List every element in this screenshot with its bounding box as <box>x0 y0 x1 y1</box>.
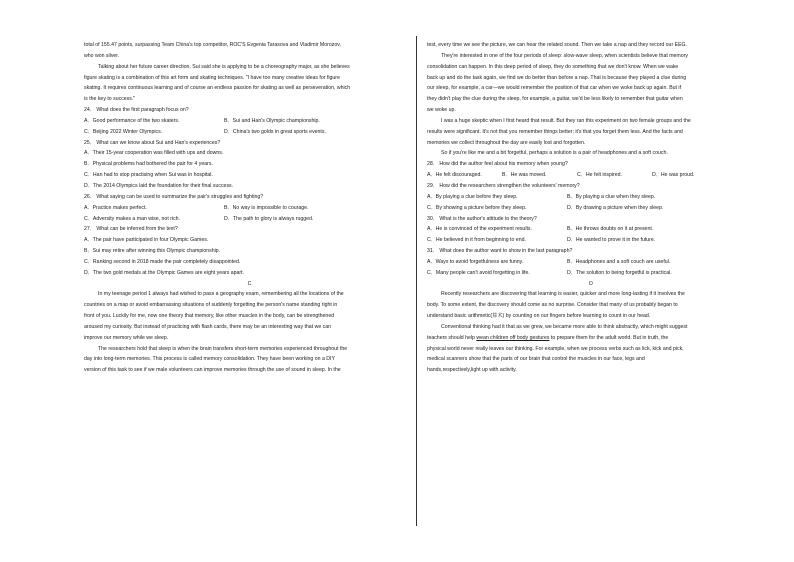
option-d: D．The solution to being forgetful is practical. <box>567 269 672 276</box>
option-c: C．Beijing 2022 Winter Olympics. <box>84 128 163 135</box>
paragraph-line: In my teenage period 1 always had wished to pass a geography exam, remembering all the locations of the <box>98 291 344 298</box>
intro-line: who won silver. <box>84 52 120 59</box>
right-column <box>427 40 755 376</box>
options-row <box>427 192 755 203</box>
option-b: B．No way is impossible to courage. <box>224 204 309 211</box>
option-c: C．He felt inspired. <box>577 172 622 179</box>
options-row <box>84 203 415 214</box>
option-d: D．The two gold medals at the Olympic Games are eight years apart. <box>84 269 245 276</box>
options-row <box>427 203 755 214</box>
question-24: 24． What does the first paragraph focus on? <box>84 107 189 114</box>
paragraph-line: physical world never really leaves our thinking. For example, when we process verbs such as lick, kick and pick, <box>427 345 684 352</box>
paragraph-line: body. To some extent, the discovery should come as no surprise. Consider that many of us probably began to <box>427 302 678 309</box>
option-d: D．By drawing a picture when they sleep. <box>567 204 664 211</box>
option-a: A．By playing a clue before they sleep. <box>427 193 518 200</box>
paragraph-line: Conventional thinking had it that as we grew, we became more able to think abstractly, which might suggest <box>441 323 688 330</box>
text-run: to prepare them for the adult world. But in truth, the <box>549 334 669 341</box>
options-row <box>84 127 415 138</box>
option-a: A．He felt discouraged. <box>427 172 482 179</box>
option-d: D．China's two golds in great sports events. <box>224 128 326 135</box>
paragraph-line: improve our memory while we sleep. <box>84 334 169 341</box>
paragraph-line: is the key to success." <box>84 96 136 103</box>
column-divider <box>416 36 417 526</box>
options-row <box>84 214 415 225</box>
text-run: teachers should help <box>427 334 477 341</box>
paragraph-line: Talking about her future career direction, Sui said she is applying to be a choreography major, as she believes <box>98 63 350 70</box>
paragraph-line: hands,respectively,light up with activity. <box>427 367 517 374</box>
question-29: 29． How did the researchers strengthen the volunteers' memory? <box>427 182 580 189</box>
paragraph-line: figure skating is a combination of this art form and skating techniques. "I have too many creative ideas for figure <box>84 74 340 81</box>
underlined-phrase: wean children off body gestures <box>476 334 550 341</box>
question-30: 30． What is the author's attitude to the theory? <box>427 215 537 222</box>
paragraph-line: skating. It requires continuous learning and of course an endless passion for skating as well as perseveration, which <box>84 85 351 92</box>
option-c: C．By showing a picture before they sleep. <box>427 204 527 211</box>
question-28: 28． How did the author feel about his memory when young? <box>427 161 568 168</box>
paragraph-line: Recently researchers are discovering that learning is easier, quicker and more long-lasting if it involves the <box>441 291 685 298</box>
paragraph-line: test, every time we see the picture, we can hear the related sound. Then we take a nap and they record our EEG. <box>427 42 688 48</box>
left-column <box>84 40 415 376</box>
paragraph-line: They're interested in one of the four periods of sleep: slow-wave sleep, when scientists believe that memory <box>441 52 688 59</box>
option-a: A．Good performance of the two skaters. <box>84 117 180 124</box>
paragraph-line: The researchers hold that sleep is when the brain transfers short-term memories experienced throughout the <box>98 345 348 352</box>
options-row <box>427 224 755 235</box>
option-b: B．He was moved. <box>502 172 547 179</box>
question-27: 27． What can be inferred from the text? <box>84 226 178 233</box>
paragraph-line: back up and do the task again, we find we do better than before a nap. That is because they played a clue during <box>427 74 687 81</box>
option-b: B．Sui and Han's Olympic championship. <box>224 117 320 124</box>
option-a: A．Practice makes perfect. <box>84 204 147 211</box>
paragraph-line: I was a huge skeptic when I first heard that result. But they ran this experiment on two female groups and the <box>441 117 691 124</box>
paragraph-line: So if you're like me and a bit forgetful, perhaps a solution is a pair of headphones and a soft couch. <box>441 150 668 157</box>
option-c: C．Han had to stop practising when Sui was in hospital. <box>84 172 213 179</box>
intro-line: total of 155.47 points, surpassing Team China's top competitor, ROC'S Evgenia Tarasova and Vladimir Morozov, <box>84 42 341 48</box>
paragraph-line: medical scanners show that the parts of our brain that control the muscles in our face, legs and <box>427 356 645 363</box>
option-c: C．Many people can't avoid forgetting in life. <box>427 269 530 276</box>
option-d: D．The 2014 Olympics laid the foundation for their final success. <box>84 182 234 189</box>
option-a: A．Ways to avoid forgetfulness are funny. <box>427 258 524 265</box>
options-row <box>427 170 755 181</box>
question-25: 25． What can we know about Sui and Han's experiences? <box>84 139 221 146</box>
options-row <box>84 116 415 127</box>
option-d: D．The path to glory is always rugged. <box>224 215 314 222</box>
option-a: A．He is convinced of the experiment results. <box>427 226 532 233</box>
option-c: C．He believed in it from beginning to end. <box>427 237 526 244</box>
paragraph-line: results were significant. It's not that you remember things better; it's that you forget them less. And the facts and <box>427 128 683 135</box>
options-row <box>427 257 755 268</box>
option-a: A．Their 15-year cooperation was filled with ups and downs. <box>84 150 224 157</box>
option-b: B．Sui may retire after winning this Olympic championship. <box>84 248 221 255</box>
paragraph-line: version of this task to see if we male volunteers can improve memories through the use of sound in sleep. In the <box>84 367 341 374</box>
option-c: C．Adversity makes a man wise, not rich. <box>84 215 180 222</box>
options-row <box>427 235 755 246</box>
paragraph-line: understand basic arithmetic(算术) by counting on our fingers before learning to count in our head. <box>427 313 651 320</box>
option-b: B．He throws doubts on it at present. <box>567 226 654 233</box>
section-heading-c: C <box>247 280 252 287</box>
option-b: B．Headphones and a soft couch are useful. <box>567 258 671 265</box>
paragraph-line: day into long-term memories. This process is called memory consolidation. They have been working on a DIY <box>84 356 335 363</box>
paragraph-line: consolidation can happen. In this deep period of sleep, they do something that we don't know. When we wake <box>427 63 679 70</box>
question-26: 26． What saying can be used to summarize the pair's struggles and fighting? <box>84 193 264 200</box>
option-a: A．The pair have participated in four Olympic Games. <box>84 237 209 244</box>
paragraph-line: countries on a map or avoid embarrassing situations of suddenly forgetting the person's name standing right in <box>84 302 338 309</box>
paragraph-line: front of you. Luckily for me, now one theory that memory, like other muscles in the body, can be strengthened <box>84 313 335 320</box>
paragraph-line: memories we collect throughout the day are easily lost and forgotten. <box>427 139 586 146</box>
option-d: D．He wanted to prove it in the future. <box>567 237 656 244</box>
paragraph-line: aroused my curiosity. But instead of practicing with flash cards, there may be an interesting way that we can <box>84 323 332 330</box>
paragraph-line: they didn't play the clue during the sleep, for example, a guitar, we'd be less likely to remember that guitar when <box>427 96 683 103</box>
options-row <box>427 268 755 279</box>
option-c: C．Ranking second in 2018 made the pair completely disappointed. <box>84 258 241 265</box>
paragraph-line <box>427 333 755 344</box>
option-b: B．Physical problems had bothered the pair for 4 years. <box>84 161 213 168</box>
paragraph-line: we woke up. <box>427 107 456 114</box>
option-d: D．He was proud. <box>652 172 695 179</box>
question-31: 31． What does the author want to show in the last paragraph? <box>427 248 573 255</box>
paragraph-line: our sleep, for example, a car—we would remember the position of that car when we woke back up again. But if <box>427 85 682 92</box>
option-b: B．By playing a clue when they sleep. <box>567 193 656 200</box>
section-heading-d: D <box>589 280 593 287</box>
